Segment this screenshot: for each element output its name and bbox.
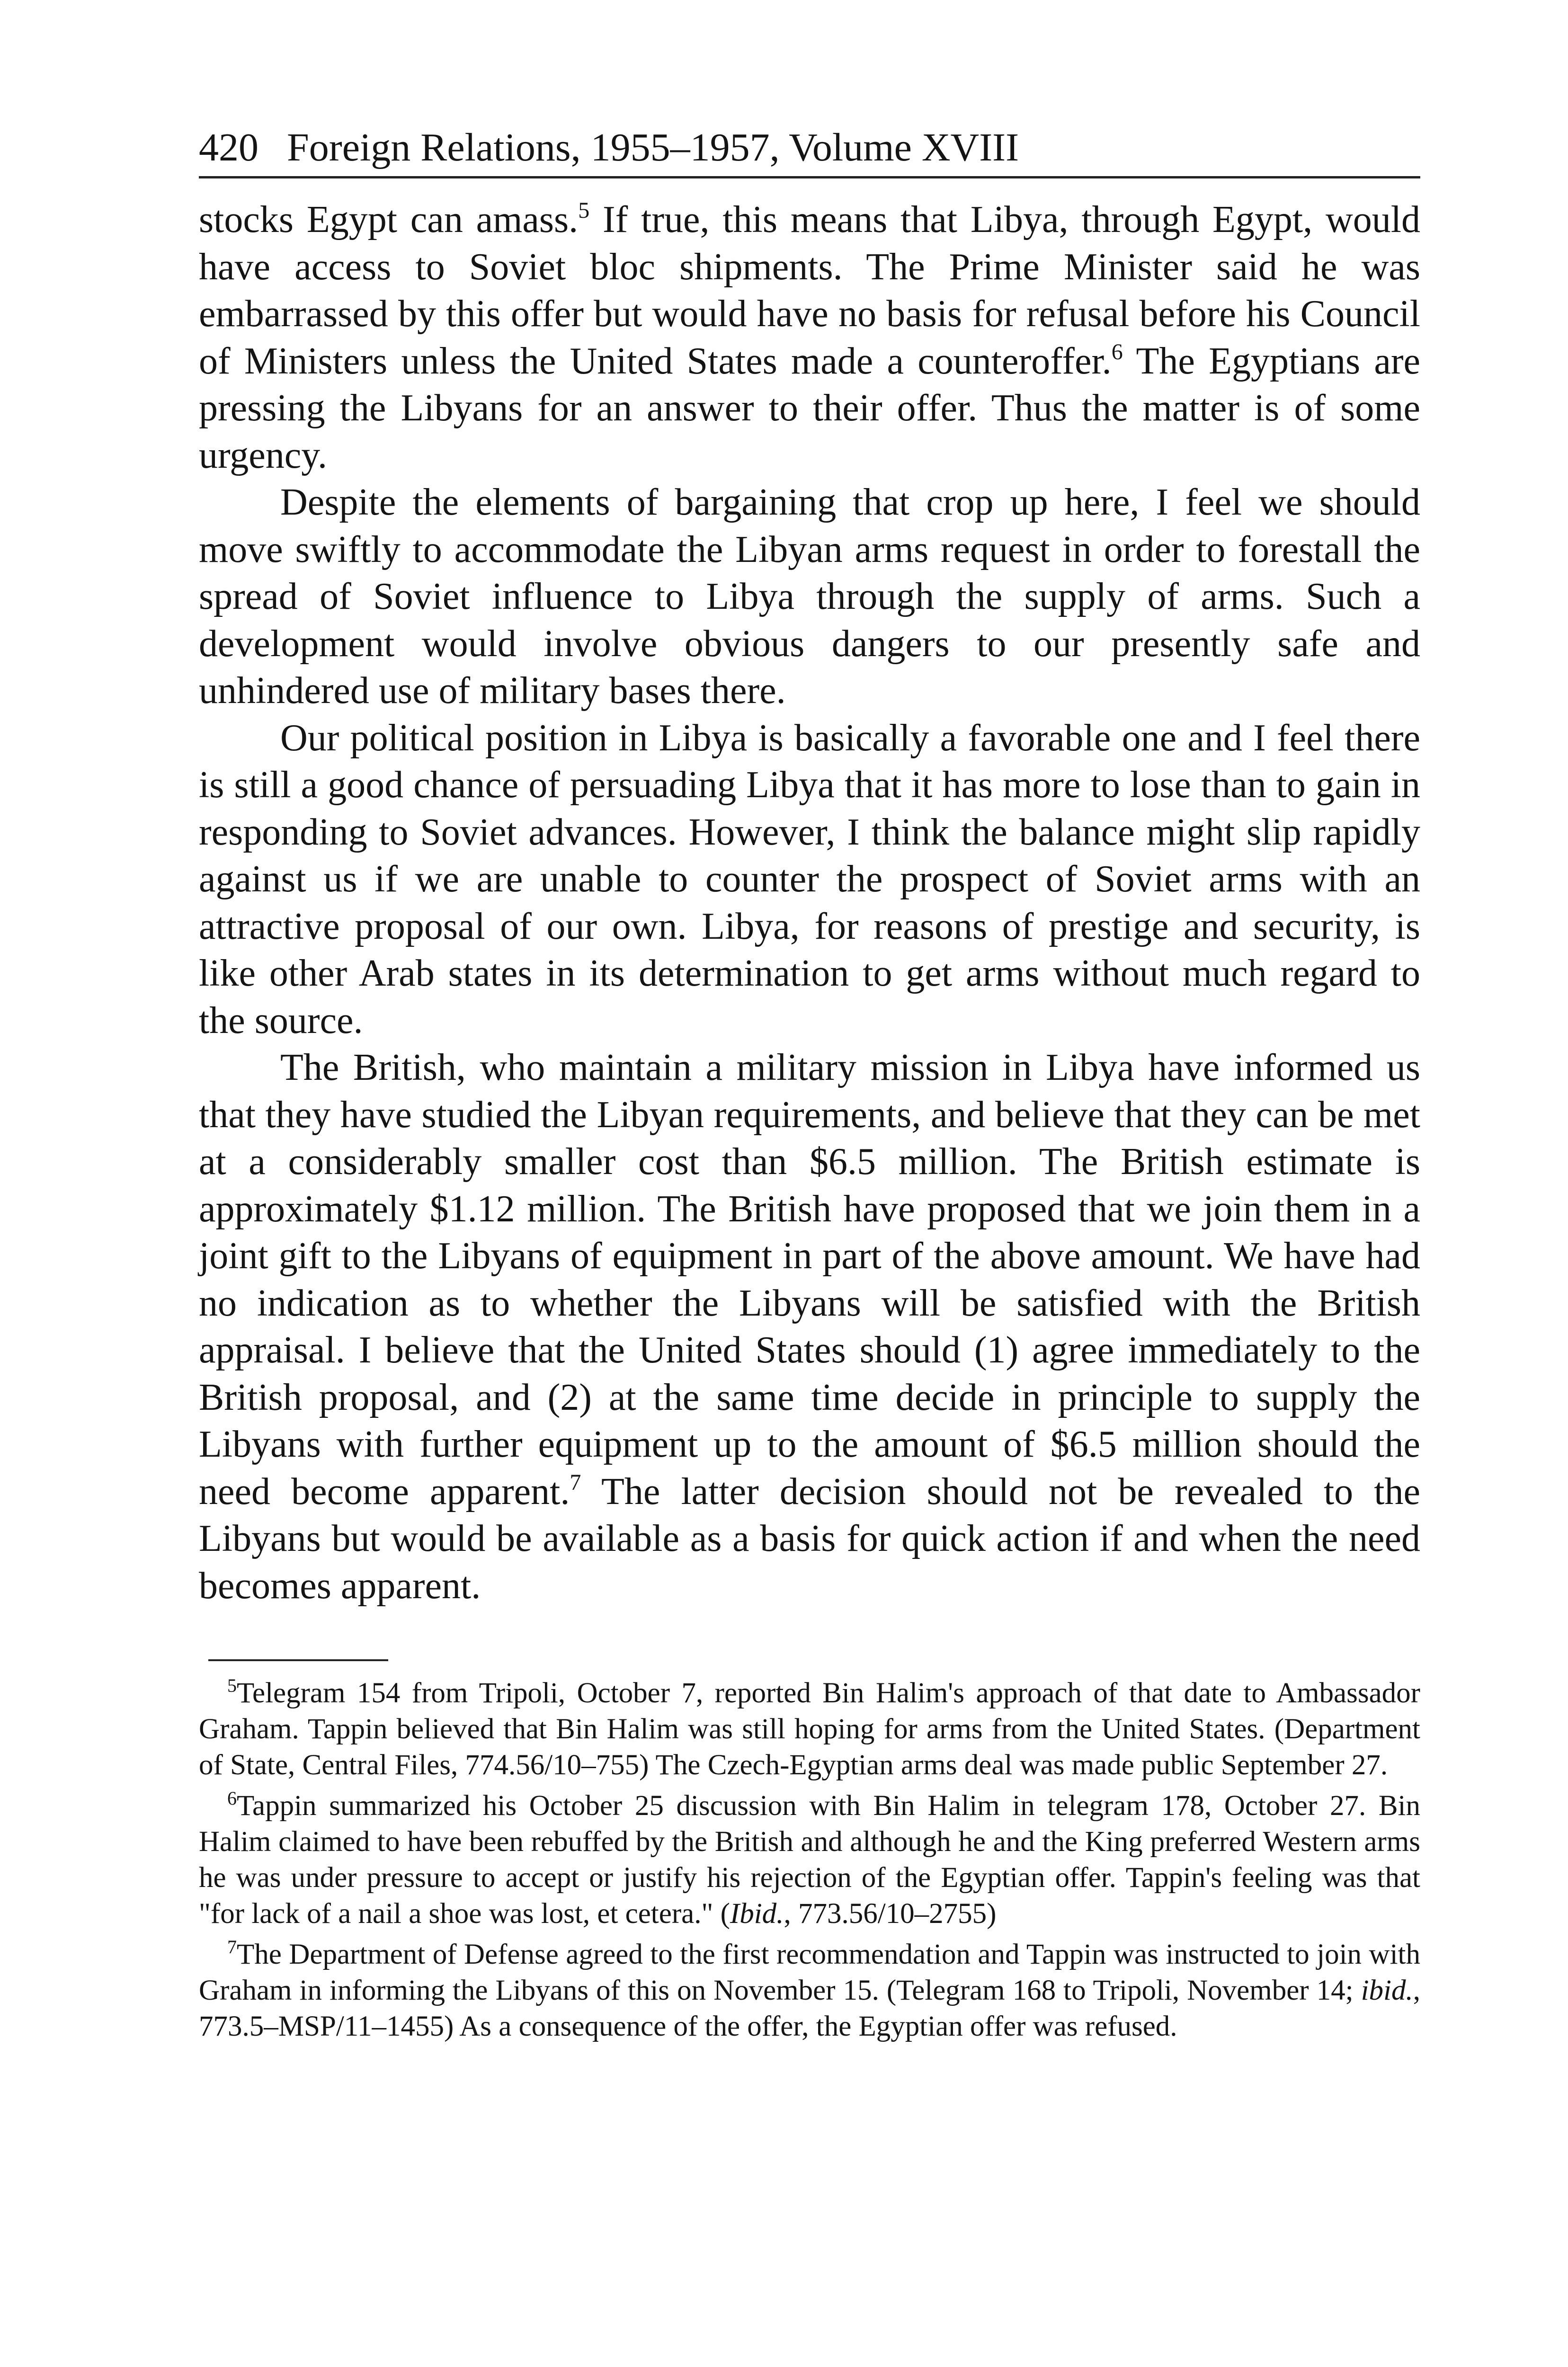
footnote-7 [199, 1937, 1420, 2045]
paragraph-3: Our political position in Libya is basically a favorable one and I feel there is still a good chance of persuading Libya that it has more to lose than to gain in responding to Soviet advances. However, I think the balance might slip rapidly against us if we are unable to counter the prospect of Soviet arms with an attractive proposal of our own. Libya, for reasons of prestige and security, is like other Arab states in its determination to get arms without much regard to the source. [199, 717, 1420, 1041]
running-title: Foreign Relations, 1955–1957, Volume XVIII [287, 125, 1019, 169]
body-text [199, 196, 1420, 1610]
footnote-citation-ibid: ibid. [1361, 1975, 1413, 2006]
paragraph-text: The British, who maintain a military mission in Libya have informed us that they have studied the Libyan requirements, and believe that they can be met at a considerably smaller cost than $6.5 million. The British estimate is approximately $1.12 million. The British have proposed that we join them in a joint gift to the Libyans of equipment in part of the above amount. We have had no indication as to whether the Libyans will be satisfied with the British appraisal. I believe that the United States should (1) agree immediately to the British proposal, and (2) at the same time decide in principle to supply the Libyans with further equipment up to the amount of $6.5 million should the need become apparent. [199, 1047, 1420, 1513]
footnote-citation-ibid: Ibid. [730, 1898, 784, 1930]
document-page [199, 125, 1421, 2049]
footnote-text: The Department of Defense agreed to the first recommendation and Tappin was instructed to join with Graham in informing the Libyans of this on November 15. (Telegram 168 to Tripoli, November 14; [199, 1939, 1420, 2006]
footnote-ref-6[interactable]: 6 [1111, 339, 1123, 365]
footnote-number: 6 [227, 1788, 237, 1809]
running-head [199, 125, 1420, 178]
footnote-text: Telegram 154 from Tripoli, October 7, reported Bin Halim's approach of that date to Ambassador Graham. Tappin believed that Bin Halim was still hoping for arms from the United States. (Department of State, Central Files, 774.56/10–755) The Czech-Egyptian arms deal was made public September 27. [199, 1677, 1420, 1781]
footnotes [199, 1675, 1420, 2045]
footnote-ref-5[interactable]: 5 [578, 198, 590, 223]
paragraph-text: If true, this means that Libya, through Egypt, would have access to Soviet bloc shipments. The Prime Minister said he was embarrassed by this offer but would have no basis for refusal before his Council of Ministers unless the United States made a counteroffer. [199, 199, 1421, 382]
footnote-ref-7[interactable]: 7 [570, 1469, 581, 1495]
paragraph-1 [199, 196, 1420, 479]
footnote-text: , 773.5–MSP/11–1455) As a consequence of the offer, the Egyptian offer was refused. [199, 1975, 1420, 2042]
footnote-text: Tappin summarized his October 25 discussion with Bin Halim in telegram 178, October 27. Bin Halim claimed to have been rebuffed by the British and although he and the King preferred Western arms he was under pressure to accept or justify his rejection of the Egyptian offer. Tappin's feeling was that "for lack of a nail a shoe was lost, et cetera." ( [199, 1790, 1420, 1930]
footnote-text: , 773.56/10–2755) [784, 1898, 997, 1930]
paragraph-text: The latter decision should not be revealed to the Libyans but would be available as a basis for quick action if and when the need becomes apparent. [199, 1470, 1420, 1607]
footnote-divider [208, 1659, 388, 1661]
footnote-number: 5 [227, 1675, 237, 1696]
footnote-number: 7 [227, 1936, 237, 1958]
footnote-6 [199, 1788, 1420, 1932]
footnote-5 [199, 1675, 1420, 1783]
paragraph-text: The Egyptians are pressing the Libyans for an answer to their offer. Thus the matter is of some urgency. [199, 340, 1421, 476]
paragraph-2: Despite the elements of bargaining that crop up here, I feel we should move swiftly to accommodate the Libyan arms request in order to forestall the spread of Soviet influence to Libya through the supply of arms. Such a development would involve obvious dangers to our presently safe and unhindered use of military bases there. [199, 481, 1420, 712]
paragraph-text: stocks Egypt can amass. [199, 199, 579, 240]
paragraph-4 [199, 1044, 1420, 1610]
page-number: 420 [199, 125, 258, 169]
